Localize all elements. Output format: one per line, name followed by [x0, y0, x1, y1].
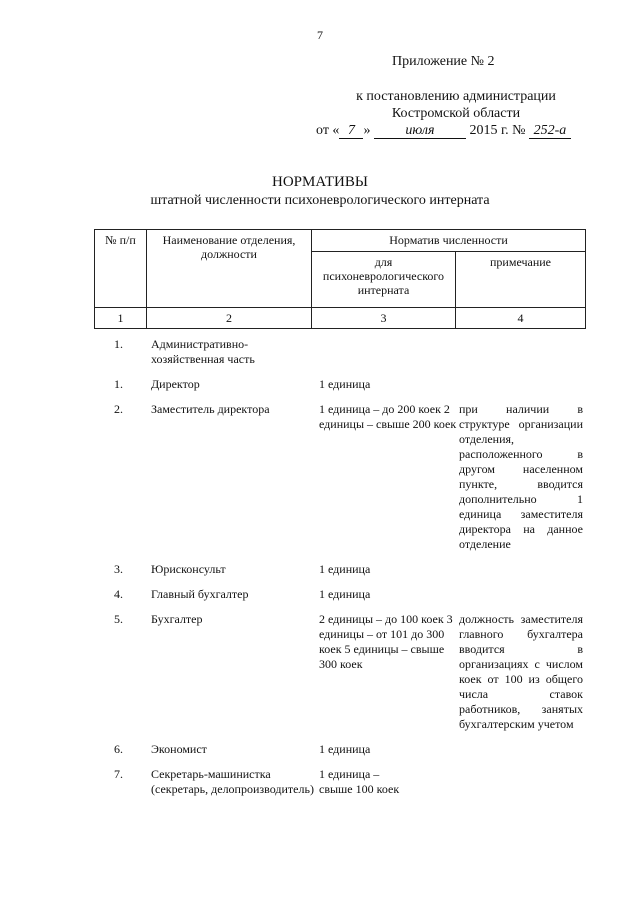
- row-norm: 1 единица: [319, 742, 371, 756]
- table-row: [94, 612, 585, 732]
- table-row: [94, 337, 585, 367]
- row-number: 1.: [114, 377, 123, 391]
- row-name: Экономист: [151, 742, 207, 756]
- row-norm: 1 единица: [319, 587, 371, 601]
- index-cell: 3: [312, 308, 456, 329]
- appendix-title: Приложение № 2: [392, 54, 495, 69]
- appendix-reference: [300, 88, 612, 122]
- row-number: 5.: [114, 612, 123, 626]
- row-name: Заместитель директора: [151, 402, 270, 416]
- row-norm: 1 единица – до 200 коек 2 единицы – свыше 200 коек: [319, 402, 457, 431]
- row-norm: 1 единица – свыше 100 коек: [319, 767, 400, 796]
- row-name: Административно-хозяйственная часть: [151, 337, 255, 366]
- row-number: 3.: [114, 562, 123, 576]
- table-row: [94, 767, 585, 797]
- page-number: 7: [317, 28, 323, 42]
- header-col-number: № п/п: [95, 230, 147, 308]
- appendix-line-2: Костромской области: [391, 106, 521, 121]
- document-number: 252-а: [529, 124, 571, 139]
- row-name: Главный бухгалтер: [151, 587, 249, 601]
- date-year: 2015 г. №: [469, 123, 526, 138]
- row-number: 6.: [114, 742, 123, 756]
- table-row: [94, 587, 585, 602]
- date-month: июля: [374, 124, 466, 139]
- header-col-name: Наименование отделения, должности: [147, 230, 312, 308]
- table-row: [94, 742, 585, 757]
- norms-table-header: [94, 229, 586, 329]
- index-cell: 4: [456, 308, 586, 329]
- header-col-norm-internat: для психоневрологического интерната: [312, 252, 456, 308]
- header-col-norm: Норматив численности: [312, 230, 586, 252]
- index-cell: 2: [147, 308, 312, 329]
- row-number: 7.: [114, 767, 123, 781]
- row-name: Юрисконсульт: [151, 562, 226, 576]
- table-row: [94, 402, 585, 552]
- appendix-line-1: к постановлению администрации: [356, 89, 556, 104]
- date-prefix: от «: [316, 123, 340, 138]
- norms-table-body: [94, 337, 585, 807]
- document-title: НОРМАТИВЫ: [272, 174, 368, 190]
- appendix-date-line: [316, 123, 571, 139]
- row-number: 1.: [114, 337, 123, 351]
- table-row: [94, 562, 585, 577]
- row-norm: 2 единицы – до 100 коек 3 единицы – от 101 до 300 коек 5 единицы – свыше 300 коек: [319, 612, 453, 671]
- row-note: должность заместителя главного бухгалтера вводится в организациях с числом коек от 100 из общего числа ставок работников, занятых бухгалтерским учетом: [459, 612, 583, 731]
- date-mid: »: [363, 123, 371, 138]
- row-number: 2.: [114, 402, 123, 416]
- row-name: Бухгалтер: [151, 612, 203, 626]
- row-name: Секретарь-машинистка (секретарь, делопроизводитель): [151, 767, 314, 796]
- table-row: [94, 377, 585, 392]
- index-cell: 1: [95, 308, 147, 329]
- row-number: 4.: [114, 587, 123, 601]
- date-day: 7: [339, 124, 363, 139]
- row-note: при наличии в структуре организации отделения, расположенного в другом населенном пункте, вводится дополнительно 1 единица заместителя директора на данное отделение: [459, 402, 583, 551]
- row-norm: 1 единица: [319, 562, 371, 576]
- row-name: Директор: [151, 377, 200, 391]
- document-subtitle: штатной численности психоневрологического интерната: [150, 193, 490, 208]
- row-norm: 1 единица: [319, 377, 371, 391]
- header-col-note: примечание: [456, 252, 586, 308]
